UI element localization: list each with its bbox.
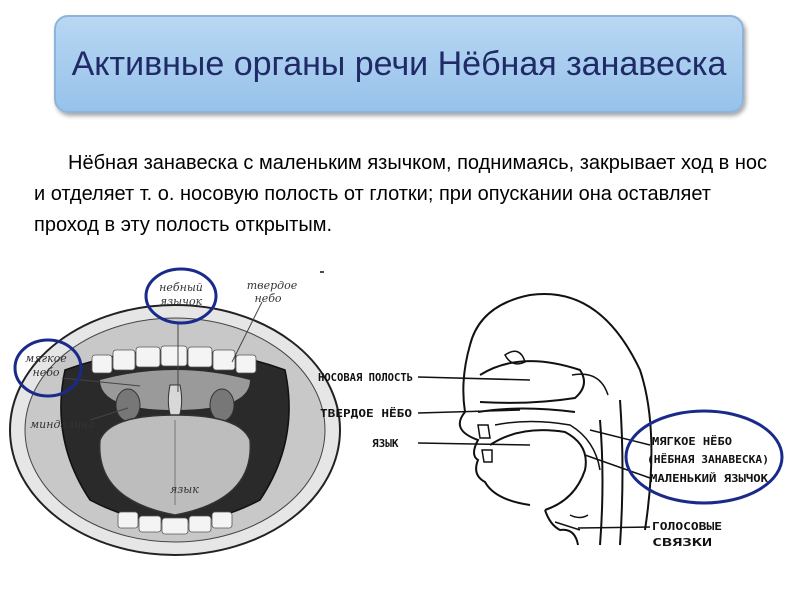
label-tonsil: миндалина — [30, 418, 95, 431]
label-nasal-cavity: НОСОВАЯ ПОЛОСТЬ — [318, 371, 413, 384]
label-hard-palate-2: небо — [254, 292, 282, 305]
slide-title: Активные органы речи Нёбная занавеска — [71, 45, 727, 83]
label-soft-palate-head-2: (НЁБНАЯ ЗАНАВЕСКА) — [647, 453, 767, 466]
label-hard-palate-head: ТВЕРДОЕ НЁБО — [320, 407, 400, 420]
label-uvula-2: язычок — [159, 295, 203, 308]
label-soft-palate-2: небо — [32, 366, 60, 379]
tonsil-right — [210, 389, 234, 421]
nasal-cavity — [480, 361, 584, 403]
label-hard-palate-1: твердое — [246, 279, 298, 292]
body-paragraph: Нёбная занавеска с маленьким язычком, поднимаясь, закрывает ход в нос и отделяет т. о. носовую полость от глотки; при опускании она оставляет проход в эту полость открытым. — [34, 152, 768, 236]
label-vocal-cords-2: СВЯЗКИ — [652, 536, 712, 549]
pharynx — [600, 420, 603, 545]
mouth-diagram — [10, 269, 340, 555]
label-uvula-1: небный — [159, 281, 203, 294]
label-tongue-head: ЯЗЫК — [372, 437, 399, 450]
label-soft-palate-1: мягкое — [25, 352, 67, 365]
label-soft-palate-head-1: МЯГКОЕ НЁБО — [652, 435, 725, 448]
label-vocal-cords-1: ГОЛОСОВЫЕ — [652, 520, 722, 533]
tonsil-left — [116, 389, 140, 421]
label-tongue: язык — [170, 483, 199, 496]
label-small-uvula: МАЛЕНЬКИЙ ЯЗЫЧОК — [650, 472, 769, 485]
